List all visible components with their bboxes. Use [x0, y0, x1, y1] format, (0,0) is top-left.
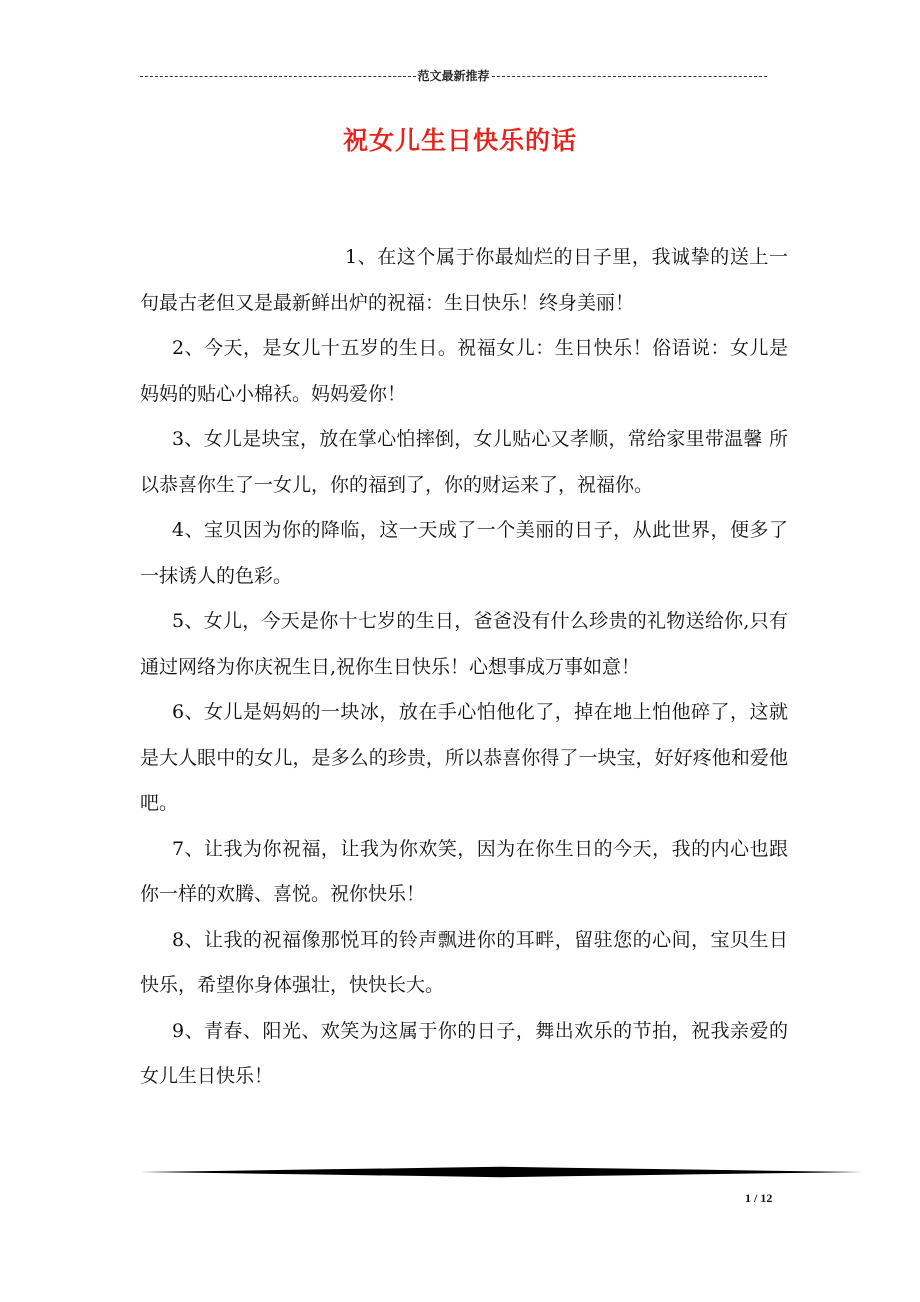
paragraph-5: 5、女儿，今天是你十七岁的生日，爸爸没有什么珍贵的礼物送给你,只有通过网络为你庆祝生日,祝你生日快乐！心想事成万事如意！: [140, 610, 788, 678]
paragraph-2: 2、今天，是女儿十五岁的生日。祝福女儿：生日快乐！俗语说：女儿是妈妈的贴心小棉袄。妈妈爱你！: [140, 337, 788, 405]
paragraph-8: 8、让我的祝福像那悦耳的铃声飘进你的耳畔，留驻您的心间，宝贝生日快乐，希望你身体强壮，快快长大。: [140, 928, 788, 996]
paragraph-4: 4、宝贝因为你的降临，这一天成了一个美丽的日子，从此世界，便多了一抹诱人的色彩。: [140, 519, 788, 587]
paragraph-1: 1、在这个属于你最灿烂的日子里，我诚挚的送上一句最古老但又是最新鲜出炉的祝福：生日快乐！终身美丽！: [140, 246, 788, 314]
footer-rule: [140, 1165, 863, 1179]
header-label: 范文最新推荐: [417, 69, 490, 83]
document-title: 祝女儿生日快乐的话: [342, 126, 577, 155]
page-header: [140, 66, 767, 86]
paragraph-3: 3、女儿是块宝，放在掌心怕摔倒，女儿贴心又孝顺，常给家里带温馨 所以恭喜你生了一女儿，你的福到了，你的财运来了，祝福你。: [140, 428, 788, 496]
paragraph-7: 7、让我为你祝福，让我为你欢笑，因为在你生日的今天，我的内心也跟你一样的欢腾、喜悦。祝你快乐！: [140, 837, 788, 905]
page-number: 1 / 12: [745, 1191, 773, 1205]
header-dash-right: [492, 76, 768, 77]
paragraph-9: 9、青春、阳光、欢笑为这属于你的日子，舞出欢乐的节拍，祝我亲爱的女儿生日快乐！: [140, 1019, 788, 1087]
document-body: [140, 235, 788, 1100]
paragraph-6: 6、女儿是妈妈的一块冰，放在手心怕他化了，掉在地上怕他碎了，这就是大人眼中的女儿，是多么的珍贵，所以恭喜你得了一块宝，好好疼他和爱他吧。: [140, 701, 788, 814]
header-dash-left: [140, 76, 416, 77]
